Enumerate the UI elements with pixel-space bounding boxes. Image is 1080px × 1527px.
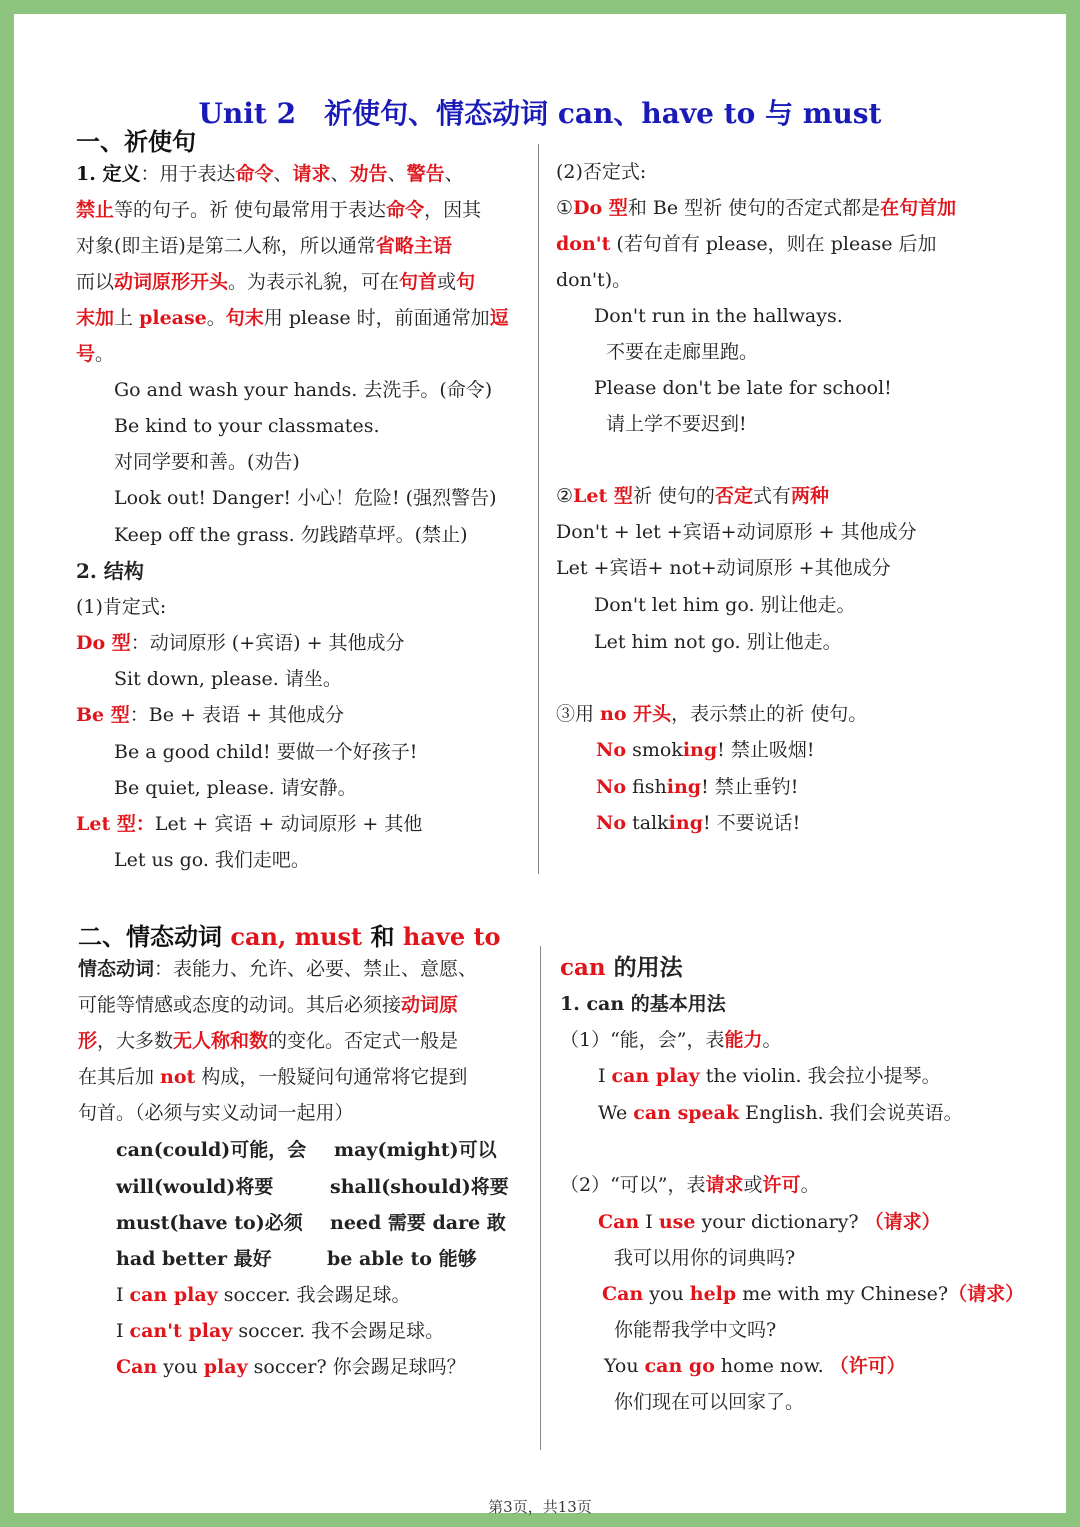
let-negative-form: Don't + let +宾语+动词原形 + 其他成分 <box>556 521 917 543</box>
example-line: Can you help me with my Chinese?（请求） <box>602 1283 1025 1305</box>
example-line: 对同学要和善。(劝告) <box>114 451 300 473</box>
section1-heading: 一、祈使句 <box>76 127 196 156</box>
example-line: Don't run in the hallways. <box>594 305 843 327</box>
example-line: Sit down, please. 请坐。 <box>114 668 342 690</box>
definition-line5: 末加上 please。句末用 please 时，前面通常加逗 <box>76 307 509 329</box>
example-line: 不要在走廊里跑。 <box>606 341 759 363</box>
definition-line1: 1. 定义：用于表达命令、请求、劝告、警告、 <box>76 163 464 185</box>
document-page <box>14 14 1066 1516</box>
definition-line4: 而以动词原形开头。为表示礼貌，可在句首或句 <box>76 271 476 293</box>
can-usage-heading: can 的用法 <box>560 954 683 981</box>
negative-rule-line1: ①Do 型和 Be 型祈 使句的否定式都是在句首加 <box>556 197 957 219</box>
can-basic-usage-heading: 1. can 的基本用法 <box>560 993 726 1015</box>
example-line: Be kind to your classmates. <box>114 415 380 437</box>
column-divider <box>540 946 541 1450</box>
example-line: 你们现在可以回家了。 <box>614 1391 805 1413</box>
example-line: 你能帮我学中文吗? <box>614 1319 777 1341</box>
positive-form-label: (1)肯定式: <box>76 596 167 618</box>
example-line: I can't play soccer. 我不会踢足球。 <box>116 1320 445 1342</box>
no-rule-line: ③用 no 开头，表示禁止的祈 使句。 <box>556 703 868 725</box>
section2-heading: 二、情态动词 can, must 和 have to <box>78 922 501 951</box>
example-line: Be quiet, please. 请安静。 <box>114 777 357 799</box>
modal-intro-line4: 在其后加 not 构成，一般疑问句通常将它提到 <box>78 1066 468 1088</box>
example-line: Let us go. 我们走吧。 <box>114 849 310 871</box>
definition-line3: 对象(即主语)是第二人称，所以通常省略主语 <box>76 235 452 257</box>
do-type-line: Do 型：动词原形 (+宾语) + 其他成分 <box>76 632 405 654</box>
example-line: Let him not go. 别让他走。 <box>594 631 842 653</box>
example-line: Please don't be late for school! <box>594 377 892 399</box>
example-line: Be a good child! 要做一个好孩子! <box>114 741 418 763</box>
modal-intro-line2: 可能等情感或态度的动词。其后必须接动词原 <box>78 994 459 1016</box>
no-example-line: No talking! 不要说话! <box>596 812 801 834</box>
negative-rule-line2: don't (若句首有 please，则在 please 后加 <box>556 233 937 255</box>
modal-intro-line3: 形，大多数无人称和数的变化。否定式一般是 <box>78 1030 459 1052</box>
modal-list-item: need 需要 dare 敢 <box>330 1212 506 1234</box>
example-line: 我可以用你的词典吗? <box>614 1247 796 1269</box>
let-negative-form: Let +宾语+ not+动词原形 +其他成分 <box>556 557 891 579</box>
example-line: Go and wash your hands. 去洗手。(命令) <box>114 379 493 401</box>
modal-list-item: will(would)将要 <box>116 1176 274 1198</box>
example-line: Don't let him go. 别让他走。 <box>594 594 856 616</box>
column-divider <box>538 144 539 874</box>
usage-point: （1）“能，会”，表能力。 <box>560 1029 782 1051</box>
definition-line6: 号。 <box>76 343 115 365</box>
example-line: 请上学不要迟到! <box>606 413 747 435</box>
example-line: I can play soccer. 我会踢足球。 <box>116 1284 411 1306</box>
structure-heading: 2. 结构 <box>76 559 144 583</box>
let-type-line: Let 型：Let + 宾语 + 动词原形 + 其他 <box>76 813 423 835</box>
modal-intro-line1: 情态动词：表能力、允许、必要、禁止、意愿、 <box>78 958 478 980</box>
let-negative-rule: ②Let 型祈 使句的否定式有两种 <box>556 485 829 507</box>
example-line: Can I use your dictionary? （请求） <box>598 1211 941 1233</box>
page-title: Unit 2 祈使句、情态动词 can、have to 与 must <box>198 97 882 130</box>
usage-point: （2）“可以”，表请求或许可。 <box>560 1174 820 1196</box>
be-type-line: Be 型：Be + 表语 + 其他成分 <box>76 704 344 726</box>
modal-list-item: must(have to)必须 <box>116 1212 303 1234</box>
example-line: I can play the violin. 我会拉小提琴。 <box>598 1065 941 1087</box>
page-footer: 第3页，共13页 <box>488 1498 592 1516</box>
modal-list-item: be able to 能够 <box>327 1248 477 1270</box>
example-line: You can go home now. （许可） <box>604 1355 906 1377</box>
modal-list-item: may(might)可以 <box>334 1139 497 1161</box>
example-line: Look out! Danger! 小心！危险! (强烈警告) <box>114 487 497 509</box>
example-line: Can you play soccer? 你会踢足球吗？ <box>116 1356 466 1378</box>
example-line: Keep off the grass. 勿践踏草坪。(禁止) <box>114 524 468 546</box>
no-example-line: No smoking! 禁止吸烟! <box>596 739 815 761</box>
modal-intro-line5: 句首。（必须与实义动词一起用） <box>78 1102 354 1124</box>
no-example-line: No fishing! 禁止垂钓! <box>596 776 799 798</box>
modal-list-item: shall(should)将要 <box>330 1176 509 1198</box>
example-line: We can speak English. 我们会说英语。 <box>598 1102 963 1124</box>
modal-list-item: had better 最好 <box>116 1248 272 1270</box>
definition-line2: 禁止等的句子。祈 使句最常用于表达命令，因其 <box>76 199 482 221</box>
negative-rule-line3: don't)。 <box>556 269 632 291</box>
negative-form-label: (2)否定式: <box>556 161 647 183</box>
modal-list-item: can(could)可能，会 <box>116 1139 307 1161</box>
